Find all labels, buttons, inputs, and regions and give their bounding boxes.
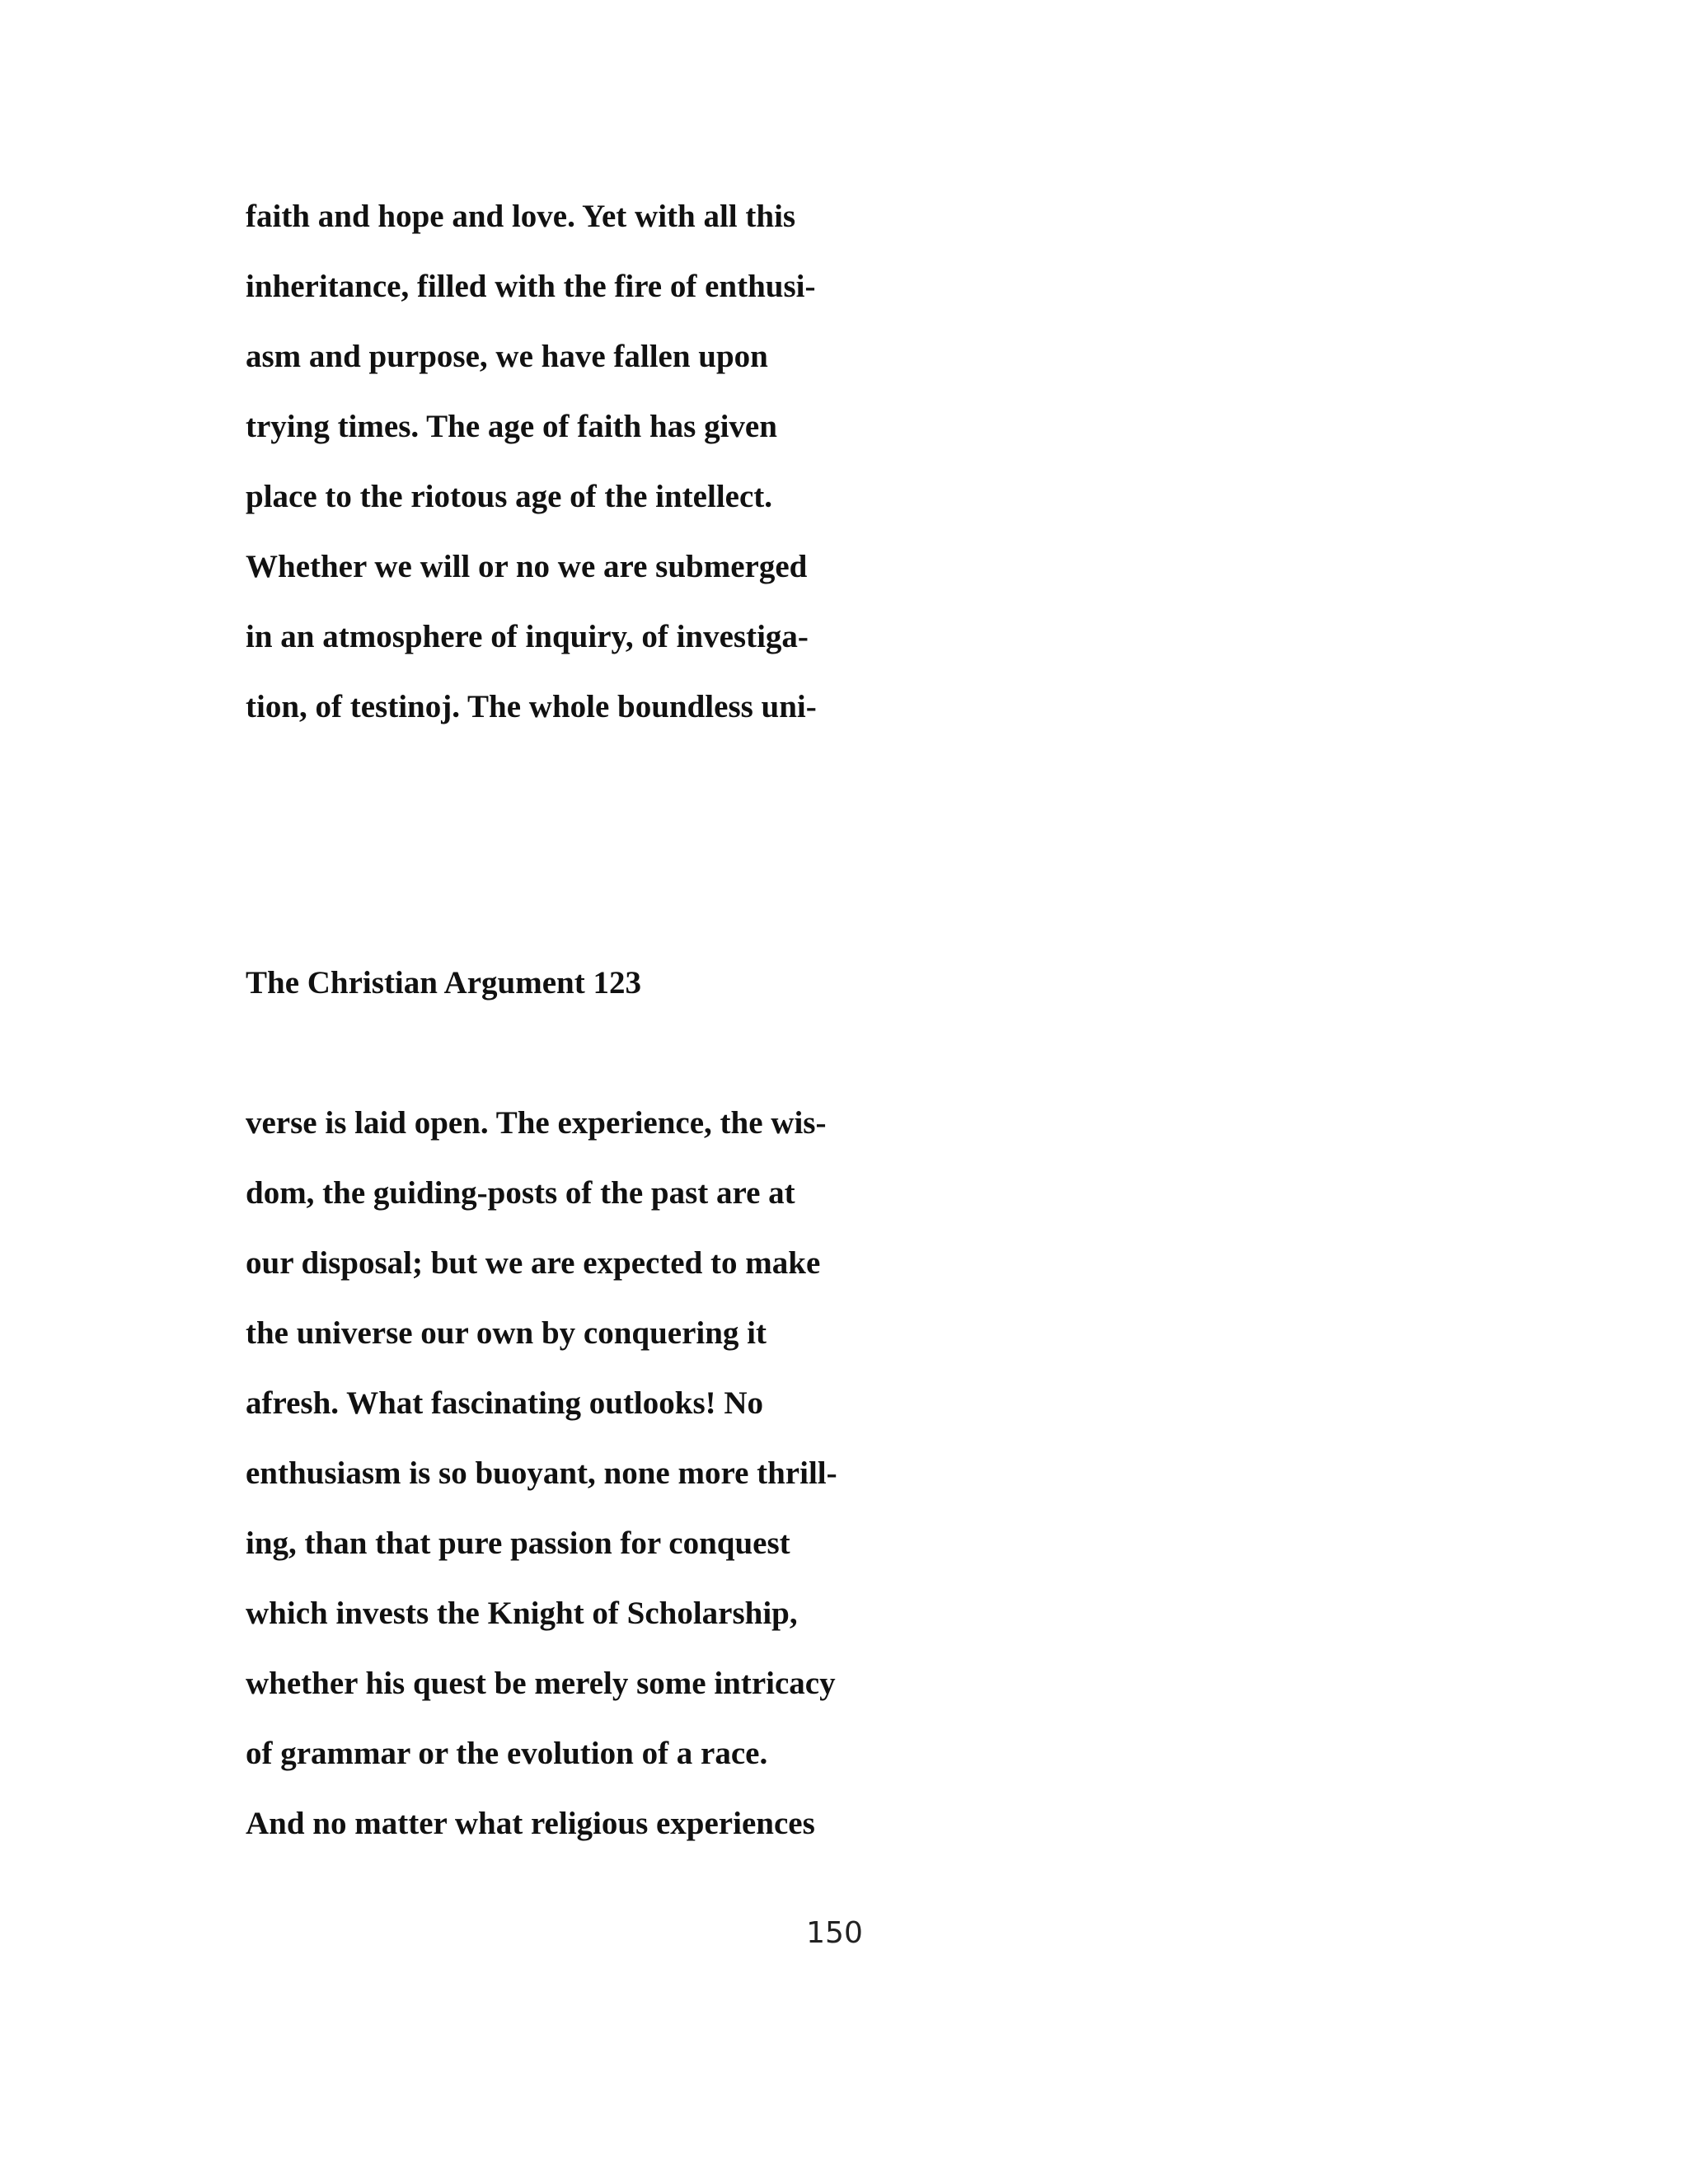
text-line: of grammar or the evolution of a race. — [246, 1736, 768, 1771]
text-line: faith and hope and love. Yet with all this — [246, 199, 796, 234]
text-line: tion, of testinoj. The whole boundless uni- — [246, 689, 817, 724]
running-head: The Christian Argument 123 — [246, 965, 641, 1001]
text-line: place to the riotous age of the intellect. — [246, 479, 773, 514]
page-number: 150 — [806, 1916, 863, 1950]
text-line: trying times. The age of faith has given — [246, 409, 777, 444]
text-line: our disposal; but we are expected to make — [246, 1245, 821, 1281]
text-line: inheritance, filled with the fire of enthusi- — [246, 269, 816, 304]
text-line: Whether we will or no we are submerged — [246, 549, 808, 584]
text-line: And no matter what religious experiences — [246, 1806, 815, 1841]
text-line: asm and purpose, we have fallen upon — [246, 339, 768, 374]
text-line: dom, the guiding-posts of the past are at — [246, 1175, 795, 1211]
text-line: the universe our own by conquering it — [246, 1315, 767, 1351]
text-line: verse is laid open. The experience, the wis- — [246, 1105, 827, 1141]
text-line: enthusiasm is so buoyant, none more thrill- — [246, 1455, 837, 1491]
text-line: in an atmosphere of inquiry, of investiga- — [246, 619, 809, 654]
text-line: ing, than that pure passion for conquest — [246, 1526, 790, 1561]
text-line: whether his quest be merely some intricacy — [246, 1666, 836, 1701]
body-text-top — [246, 181, 1482, 742]
text-line: which invests the Knight of Scholarship, — [246, 1596, 798, 1631]
body-text-bottom — [246, 1088, 1482, 1858]
text-line: afresh. What fascinating outlooks! No — [246, 1385, 764, 1421]
